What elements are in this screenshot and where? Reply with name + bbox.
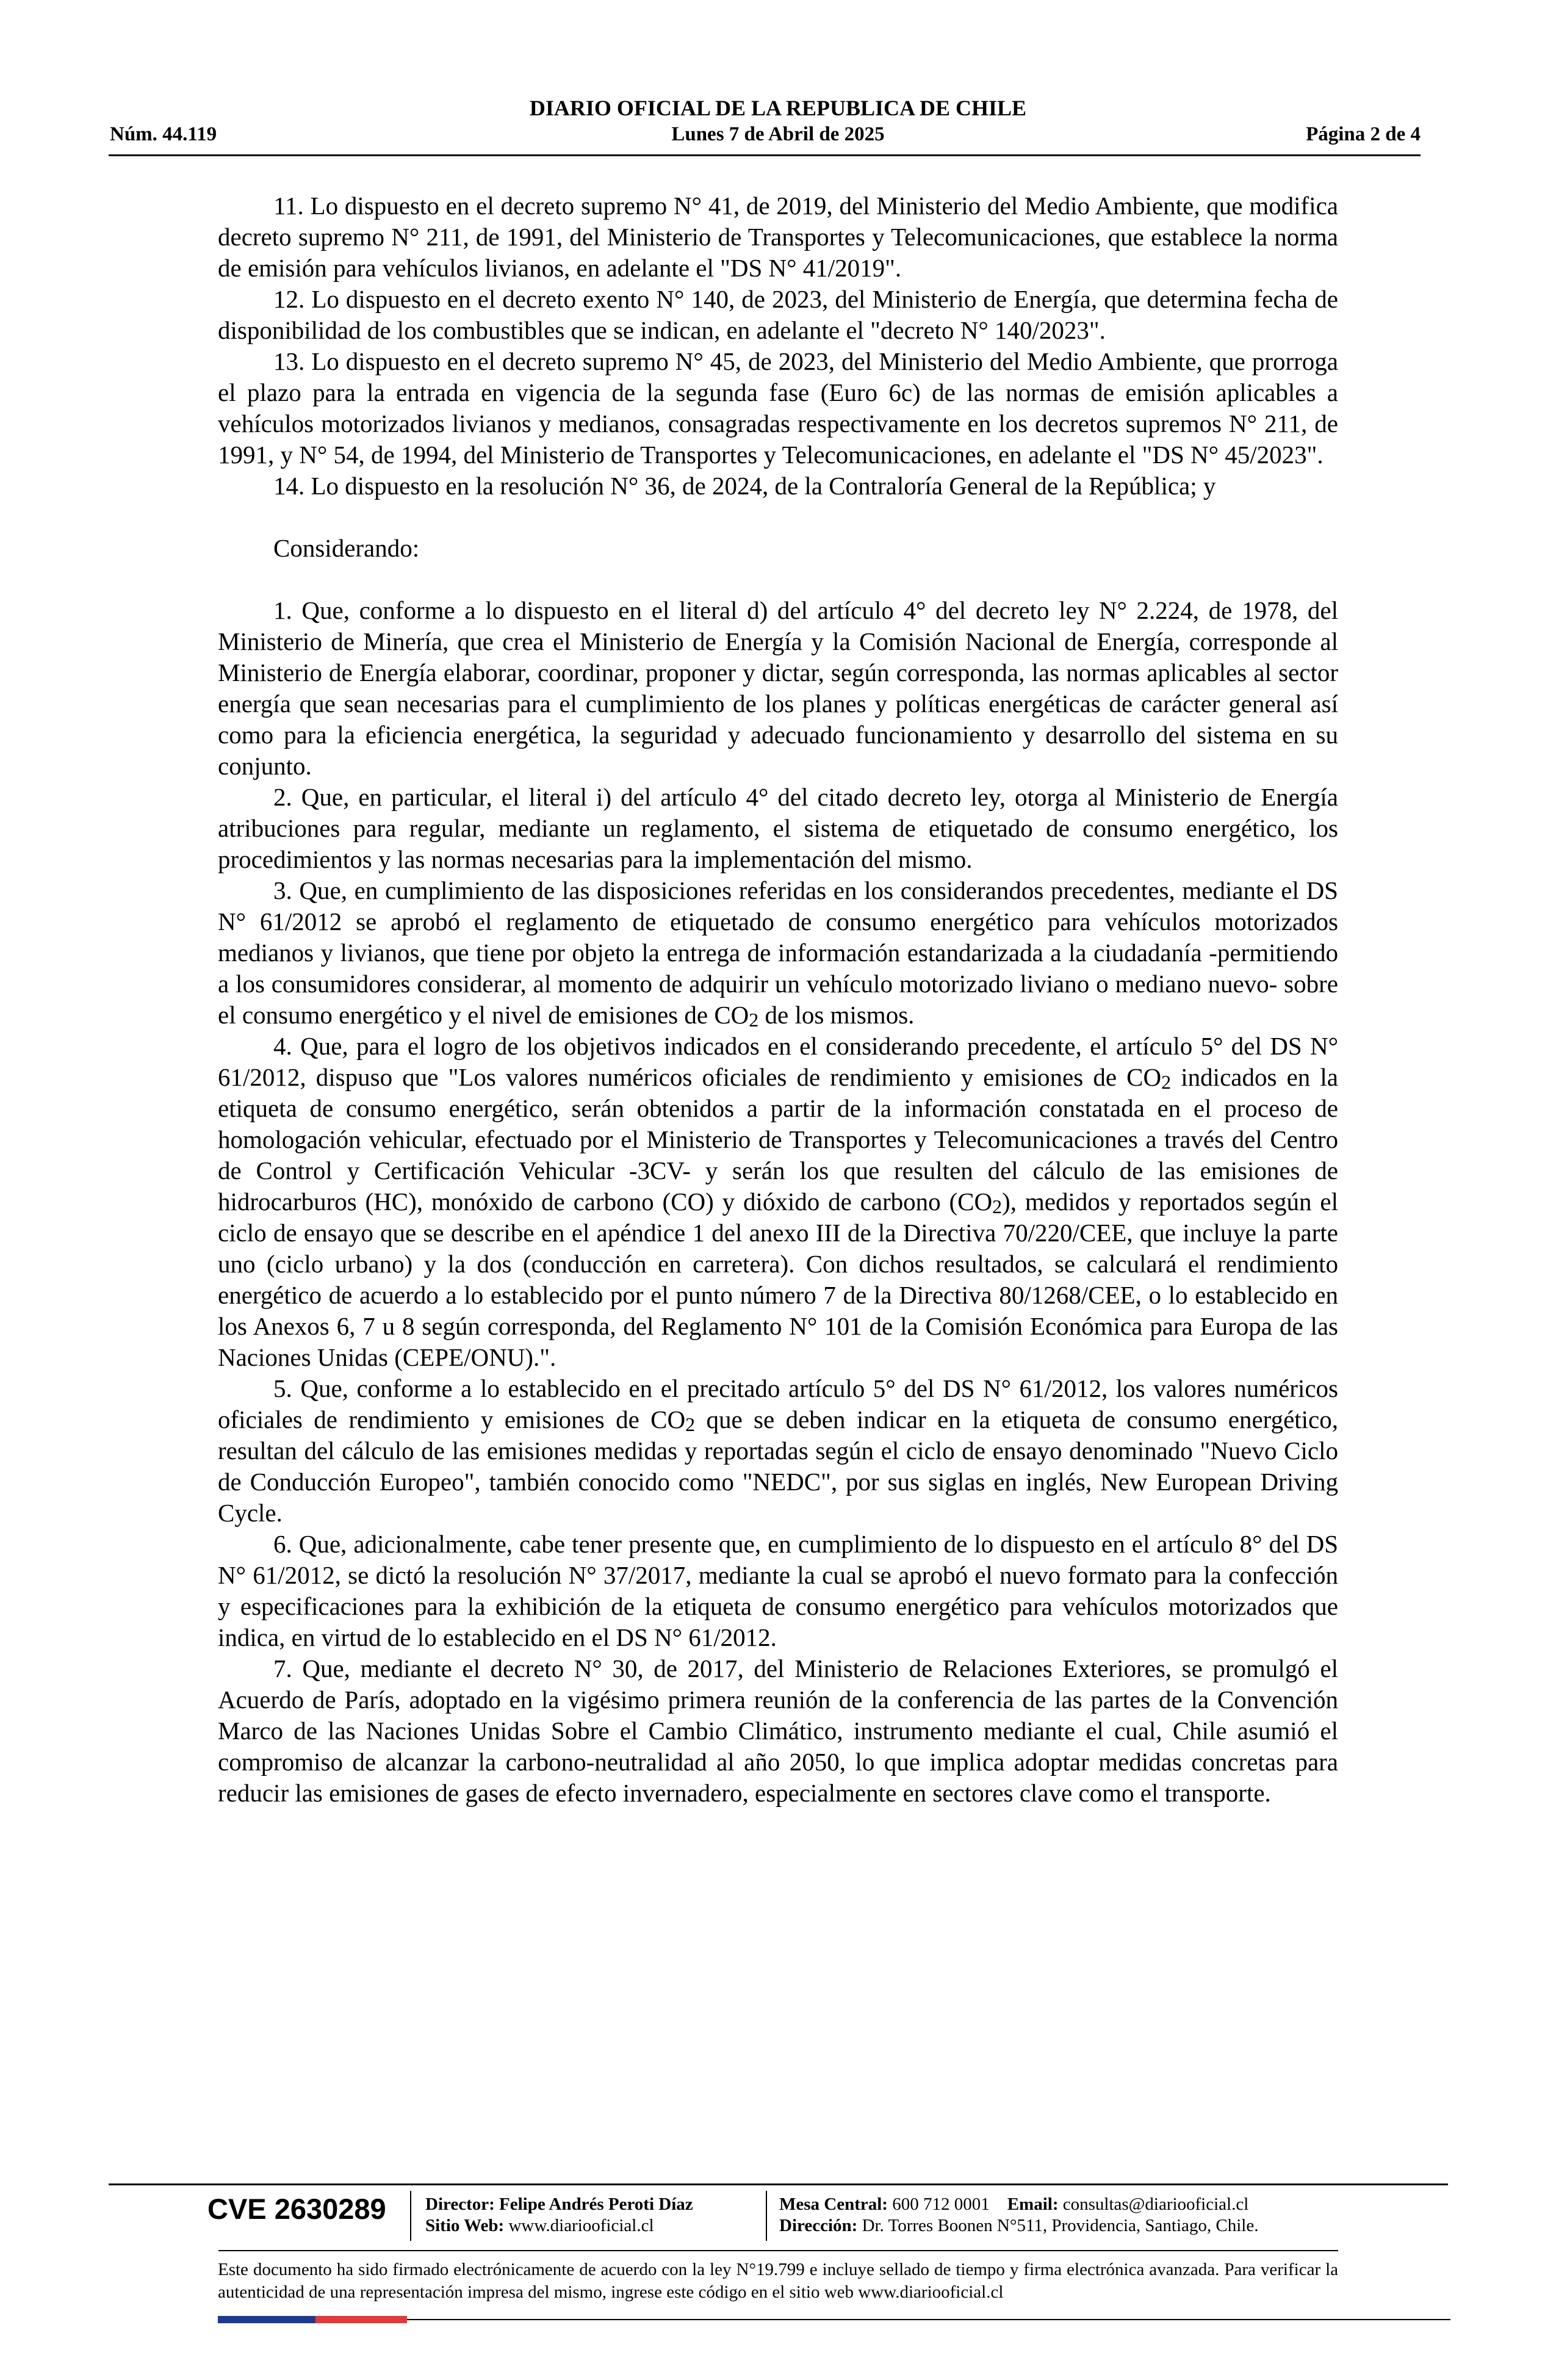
footer-contact-left: [425, 2194, 693, 2237]
newspaper-title: DIARIO OFICIAL DE LA REPUBLICA DE CHILE: [529, 96, 1027, 120]
considerando-5-text-a: 5. Que, conforme a lo establecido en el precitado artículo 5° del DS N° 61/2012, los valores numéricos oficiales de rendimiento y emisiones de CO: [218, 1374, 1338, 1433]
considerando-heading: Considerando:: [273, 534, 420, 562]
co2-subscript: 2: [749, 1009, 759, 1031]
cve-code: CVE 2630289: [207, 2193, 386, 2225]
considerando-4-text-c: ), medidos y reportados según el ciclo de ensayo que se describe en el apéndice 1 del anexo III de la Directiva 70/220/CEE, que incluye la parte uno (ciclo urbano) y la dos (conducción en carretera). Con dichos resultados, se calculará el rendimiento energético de acuerdo a lo establecido por el punto número 7 de la Directiva 80/1268/CEE, o lo establecido en los Anexos 6, 7 u 8 según corresponda, del Reglamento N° 101 de la Comisión Económica para Europa de las Naciones Unidas (CEPE/ONU).".: [218, 1188, 1338, 1371]
co2-subscript: 2: [992, 1195, 1003, 1217]
paragraph-11: 11. Lo dispuesto en el decreto supremo N° 41, de 2019, del Ministerio del Medio Ambiente, que modifica decreto supremo N° 211, de 1991, del Ministerio de Transportes y Telecomunicaciones, que establece la norma de emisión para vehículos livianos, en adelante el "DS N° 41/2019".: [218, 192, 1338, 282]
considerando-5-text-b: que se deben indicar en la etiqueta de consumo energético, resultan del cálculo de las emisiones medidas y reportadas según el ciclo de ensayo denominado "Nuevo Ciclo de Conducción Europeo", también conocido como "NEDC", por sus siglas en inglés, New European Driving Cycle.: [218, 1405, 1339, 1527]
page-indicator: Página 2 de 4: [1306, 123, 1421, 145]
issue-date: Lunes 7 de Abril de 2025: [671, 123, 885, 145]
website-label: Sitio Web:: [425, 2216, 505, 2235]
considerando-4-text-b: indicados en la etiqueta de consumo energético, serán obtenidos a partir de la información constatada en el proceso de homologación vehicular, efectuado por el Ministerio de Transportes y Telecomunicaciones a través del Centro de Control y Certificación Vehicular -3CV- y serán los que resulten del cálculo de las emisiones de hidrocarburos (HC), monóxido de carbono (CO) y dióxido de carbono (CO: [218, 1063, 1339, 1216]
considerando-5: [218, 1373, 1338, 1529]
website-link[interactable]: www.diariooficial.cl: [508, 2216, 654, 2235]
flag-stripe-blue: [218, 2316, 315, 2323]
co2-subscript: 2: [685, 1413, 696, 1435]
document-body: [218, 190, 1338, 1809]
footer-divider-top: [109, 2183, 1448, 2185]
email-label: Email:: [1007, 2194, 1059, 2214]
address-value: Dr. Torres Boonen N°511, Providencia, Santiago, Chile.: [862, 2216, 1259, 2235]
website-line: [425, 2215, 693, 2237]
footer-separator: [766, 2191, 767, 2241]
email-link[interactable]: consultas@diariooficial.cl: [1062, 2194, 1249, 2214]
issue-number: Núm. 44.119: [110, 123, 217, 145]
header-divider: [109, 154, 1421, 156]
considerando-1: 1. Que, conforme a lo dispuesto en el literal d) del artículo 4° del decreto ley N° 2.224, de 1978, del Ministerio de Minería, que crea el Ministerio de Energía y la Comisión Nacional de Energía, corresponde al Ministerio de Energía elaborar, coordinar, proponer y dictar, según corresponda, las normas aplicables al sector energía que sean necesarias para el cumplimiento de los planes y políticas energéticas de carácter general así como para la eficiencia energética, la seguridad y adecuado funcionamiento y desarrollo del sistema en su conjunto.: [218, 596, 1338, 780]
considerando-7: 7. Que, mediante el decreto N° 30, de 2017, del Ministerio de Relaciones Exteriores, se promulgó el Acuerdo de París, adoptado en la vigésimo primera reunión de la conferencia de las partes de la Convención Marco de las Naciones Unidas Sobre el Cambio Climático, instrumento mediante el cual, Chile asumió el compromiso de alcanzar la carbono-neutralidad al año 2050, lo que implica adoptar medidas concretas para reducir las emisiones de gases de efecto invernadero, especialmente en sectores clave como el transporte.: [218, 1654, 1338, 1807]
considerando-6: 6. Que, adicionalmente, cabe tener presente que, en cumplimiento de lo dispuesto en el artículo 8° del DS N° 61/2012, se dictó la resolución N° 37/2017, mediante la cual se aprobó el nuevo formato para la confección y especificaciones para la exhibición de la etiqueta de consumo energético para vehículos motorizados que indica, en virtud de lo establecido en el DS N° 61/2012.: [218, 1530, 1338, 1651]
footer-separator: [410, 2191, 411, 2241]
phone-email-line: [779, 2194, 1258, 2215]
considerando-3-text-b: de los mismos.: [758, 1001, 915, 1029]
electronic-signature-note: Este documento ha sido firmado electrónicamente de acuerdo con la ley N°19.799 e incluye sellado de tiempo y firma electrónica avanzada. Para verificar la autenticidad de una representación impresa del mismo, ingrese este código en el sitio web www.diariooficial.cl: [218, 2260, 1338, 2302]
footer-bottom-line: [407, 2319, 1450, 2320]
paragraph-14: 14. Lo dispuesto en la resolución N° 36, de 2024, de la Contraloría General de la República; y: [273, 472, 1216, 500]
considerando-3: [218, 875, 1338, 1031]
considerando-3-text-a: 3. Que, en cumplimiento de las disposiciones referidas en los considerandos precedentes, mediante el DS N° 61/2012 se aprobó el reglamento de etiquetado de consumo energético para vehículos motorizados medianos y livianos, que tiene por objeto la entrega de información estandarizada a la ciudadanía -permitiendo a los consumidores considerar, al momento de adquirir un vehículo motorizado liviano o mediano nuevo- sobre el consumo energético y el nivel de emisiones de CO: [218, 876, 1338, 1029]
considerando-2: 2. Que, en particular, el literal i) del artículo 4° del citado decreto ley, otorga al Ministerio de Energía atribuciones para regular, mediante un reglamento, el sistema de etiquetado de consumo energético, los procedimientos y las normas necesarias para la implementación del mismo.: [218, 783, 1338, 873]
director-label: Director:: [425, 2194, 495, 2214]
considerando-4: [218, 1031, 1338, 1373]
paragraph-13: 13. Lo dispuesto en el decreto supremo N° 45, de 2023, del Ministerio del Medio Ambiente, que prorroga el plazo para la entrada en vigencia de la segunda fase (Euro 6c) de las normas de emisión aplicables a vehículos motorizados livianos y medianos, consagradas respectivamente en los decretos supremos N° 211, de 1991, y N° 54, de 1994, del Ministerio de Transportes y Telecomunicaciones, en adelante el "DS N° 45/2023".: [218, 347, 1338, 469]
phone-number: 600 712 0001: [892, 2194, 990, 2214]
footer-contact-right: [779, 2194, 1258, 2237]
footer-divider-bottom: [218, 2250, 1338, 2251]
director-name: Felipe Andrés Peroti Díaz: [499, 2194, 693, 2214]
address-line: [779, 2215, 1258, 2237]
co2-subscript: 2: [1161, 1071, 1172, 1093]
director-line: [425, 2194, 693, 2215]
flag-stripe-red: [315, 2316, 407, 2323]
considerando-4-text-a: 4. Que, para el logro de los objetivos indicados en el considerando precedente, el artículo 5° del DS N° 61/2012, dispuso que "Los valores numéricos oficiales de rendimiento y emisiones de CO: [218, 1032, 1338, 1091]
paragraph-12: 12. Lo dispuesto en el decreto exento N° 140, de 2023, del Ministerio de Energía, que determina fecha de disponibilidad de los combustibles que se indican, en adelante el "decreto N° 140/2023".: [218, 285, 1338, 344]
address-label: Dirección:: [779, 2216, 858, 2235]
phone-label: Mesa Central:: [779, 2194, 888, 2214]
